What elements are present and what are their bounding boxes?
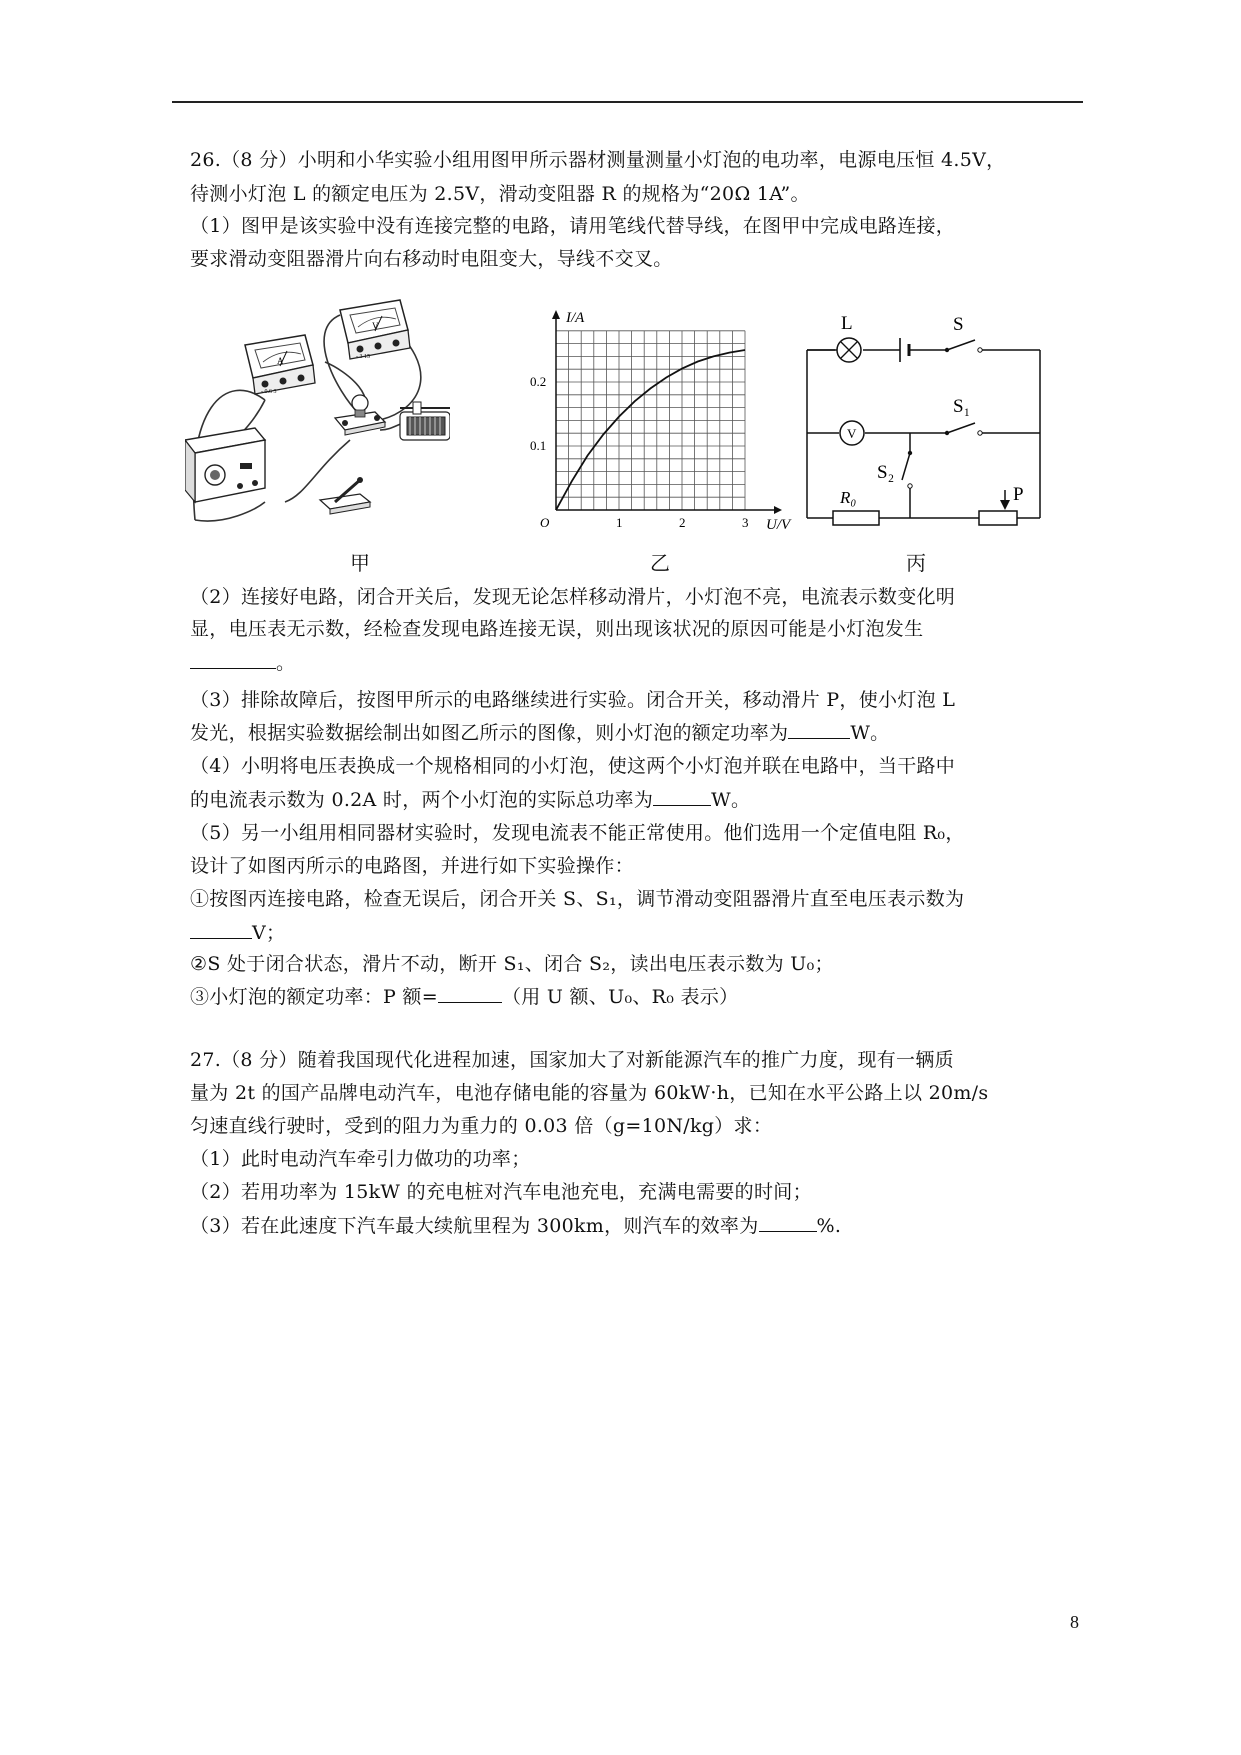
q26-part2-line-2: 显，电压表无示数，经检查发现电路连接无误，则出现该状况的原因可能是小灯泡发生 bbox=[190, 618, 924, 640]
q26-part3-line-2 bbox=[190, 720, 889, 746]
q26-part4-line-2 bbox=[190, 787, 750, 813]
switch-s-label: S bbox=[953, 314, 964, 335]
y-tick-label: 0.1 bbox=[530, 438, 547, 453]
unit: W。 bbox=[711, 789, 751, 811]
answer-blank[interactable] bbox=[759, 1213, 817, 1232]
q26-part2-line-1: （2）连接好电路，闭合开关后，发现无论怎样移动滑片，小灯泡不亮，电流表示数变化明 bbox=[190, 586, 956, 608]
q26-step1-line-2 bbox=[190, 920, 285, 946]
part3-text: 发光，根据实验数据绘制出如图乙所示的图像，则小灯泡的额定功率为 bbox=[190, 722, 789, 744]
switch-icon bbox=[320, 477, 370, 514]
switch-s1-label: S₁ bbox=[953, 396, 971, 417]
caption-jia: 甲 bbox=[350, 551, 370, 575]
step3-text: ③小灯泡的额定功率：P 额= bbox=[190, 986, 438, 1008]
figure-bing-circuit bbox=[795, 308, 1055, 533]
figure-jia-apparatus bbox=[185, 290, 450, 530]
iu-curve bbox=[556, 350, 745, 510]
q26-line-2: 待测小灯泡 L 的额定电压为 2.5V，滑动变阻器 R 的规格为“20Ω 1A”。 bbox=[190, 183, 810, 205]
q26-part2-answer bbox=[190, 650, 295, 676]
step3-tail: （用 U 额、U₀、R₀ 表示） bbox=[501, 986, 739, 1008]
voltmeter-terminals: - 3 15 bbox=[356, 354, 370, 360]
power-supply-icon bbox=[185, 428, 265, 502]
q27-line-4: （1）此时电动汽车牵引力做功的功率； bbox=[190, 1148, 531, 1170]
header-rule bbox=[172, 101, 1083, 103]
figure-yi-graph bbox=[530, 305, 795, 530]
answer-blank[interactable] bbox=[190, 650, 276, 669]
voltmeter-label: V bbox=[372, 321, 379, 331]
lamp-icon bbox=[335, 395, 385, 435]
q27-line-3: 匀速直线行驶时，受到的阻力为重力的 0.03 倍（g=10N/kg）求： bbox=[190, 1115, 773, 1137]
switch-s2-label: S₂ bbox=[877, 462, 895, 483]
x-tick-label: 3 bbox=[742, 515, 749, 530]
caption-bing: 丙 bbox=[906, 551, 926, 575]
rheostat-icon bbox=[400, 402, 450, 440]
q26-line-3: （1）图甲是该实验中没有连接完整的电路，请用笔线代替导线，在图甲中完成电路连接， bbox=[190, 215, 956, 237]
slider-p-label: P bbox=[1013, 484, 1024, 505]
q26-step2: ②S 处于闭合状态，滑片不动，断开 S₁、闭合 S₂，读出电压表示数为 U₀； bbox=[190, 953, 834, 975]
x-axis-label: U/V bbox=[766, 517, 791, 530]
x-tick-label: 1 bbox=[616, 515, 623, 530]
unit: W。 bbox=[850, 722, 890, 744]
q27-line-5: （2）若用功率为 15kW 的充电桩对汽车电池充电，充满电需要的时间； bbox=[190, 1181, 812, 1203]
rheostat-symbol bbox=[979, 511, 1017, 525]
q26-part5-line-1: （5）另一小组用相同器材实验时，发现电流表不能正常使用。他们选用一个定值电阻 R₀， bbox=[190, 822, 965, 844]
origin-label: O bbox=[540, 515, 550, 530]
part4-text: 的电流表示数为 0.2A 时，两个小灯泡的实际总功率为 bbox=[190, 789, 654, 811]
q27-part3-text: （3）若在此速度下汽车最大续航里程为 300km，则汽车的效率为 bbox=[190, 1215, 759, 1237]
graph-grid bbox=[556, 331, 745, 510]
unit: %. bbox=[816, 1215, 842, 1237]
q26-part4-line-1: （4）小明将电压表换成一个规格相同的小灯泡，使这两个小灯泡并联在电路中，当干路中 bbox=[190, 755, 956, 777]
answer-blank[interactable] bbox=[653, 787, 711, 806]
x-axis-arrow bbox=[774, 506, 782, 514]
slider-arrow-icon bbox=[1000, 500, 1010, 510]
resistor-r0-symbol bbox=[833, 511, 879, 525]
caption-yi: 乙 bbox=[650, 551, 670, 575]
x-tick-label: 2 bbox=[679, 515, 686, 530]
q26-step3 bbox=[190, 984, 738, 1010]
y-axis-arrow bbox=[552, 310, 560, 319]
y-axis-label: I/A bbox=[566, 310, 585, 326]
resistor-r0-label: R₀ bbox=[840, 488, 857, 507]
ammeter-terminals: - 0.6 3 bbox=[261, 389, 277, 395]
q27-line-6 bbox=[190, 1213, 841, 1239]
q26-line-1: 26.（8 分）小明和小华实验小组用图甲所示器材测量测量小灯泡的电功率，电源电压恒 4.5V， bbox=[190, 149, 1006, 171]
voltmeter-symbol-label: V bbox=[847, 426, 857, 441]
q26-step1-line-1: ①按图丙连接电路，检查无误后，闭合开关 S、S₁，调节滑动变阻器滑片直至电压表示数为 bbox=[190, 888, 965, 910]
q26-line-4: 要求滑动变阻器滑片向右移动时电阻变大，导线不交叉。 bbox=[190, 248, 673, 270]
q27-line-1: 27.（8 分）随着我国现代化进程加速，国家加大了对新能源汽车的推广力度，现有一辆质 bbox=[190, 1049, 954, 1071]
ammeter-icon bbox=[245, 335, 315, 395]
period: 。 bbox=[276, 652, 296, 674]
answer-blank[interactable] bbox=[438, 984, 502, 1003]
q26-part3-line-1: （3）排除故障后，按图甲所示的电路继续进行实验。闭合开关，移动滑片 P，使小灯泡 L bbox=[190, 689, 956, 711]
y-tick-label: 0.2 bbox=[530, 374, 547, 389]
q27-line-2: 量为 2t 的国产品牌电动汽车，电池存储电能的容量为 60kW·h，已知在水平公路上以 20m/s bbox=[190, 1082, 989, 1104]
voltmeter-icon bbox=[340, 300, 410, 360]
answer-blank[interactable] bbox=[788, 720, 850, 739]
unit: V； bbox=[252, 922, 286, 944]
q26-part5-line-2: 设计了如图丙所示的电路图，并进行如下实验操作： bbox=[190, 855, 634, 877]
page-number: 8 bbox=[1070, 1612, 1079, 1632]
lamp-label: L bbox=[841, 313, 853, 334]
ammeter-label: A bbox=[277, 356, 284, 366]
answer-blank[interactable] bbox=[190, 920, 252, 939]
